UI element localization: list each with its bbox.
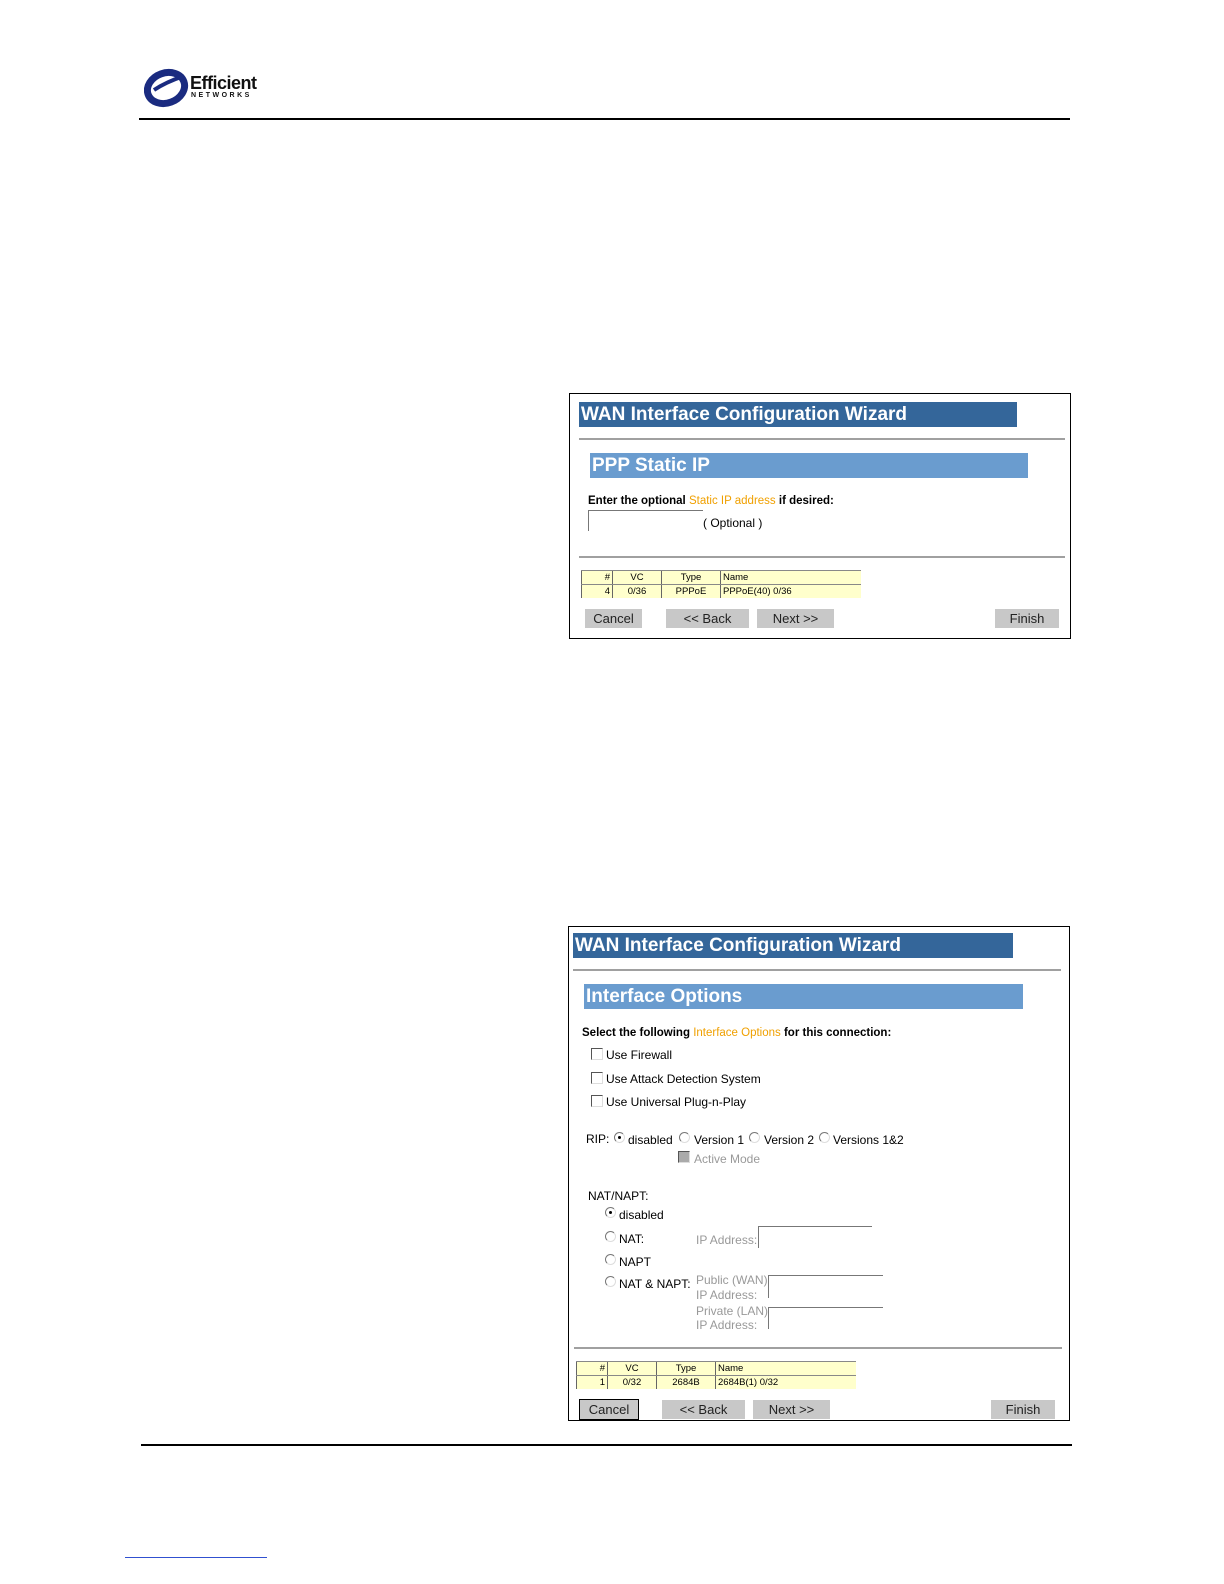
prompt xyxy=(582,1027,891,1039)
cell: 1 xyxy=(577,1376,608,1390)
wizard-title: WAN Interface Configuration Wizard xyxy=(573,933,1013,958)
rip-label: RIP: xyxy=(586,1132,610,1146)
cancel-button[interactable]: Cancel xyxy=(579,1399,639,1420)
public-ip-label: IP Address: xyxy=(696,1288,758,1302)
checkbox-label: Use Universal Plug-n-Play xyxy=(606,1095,747,1109)
efficient-networks-logo xyxy=(144,68,264,108)
use-attack-detection-checkbox[interactable] xyxy=(591,1072,603,1084)
radio-label: Version 1 xyxy=(694,1133,745,1147)
back-button[interactable]: << Back xyxy=(662,1400,745,1419)
radio-label: disabled xyxy=(628,1133,673,1147)
prompt xyxy=(588,495,834,507)
next-button[interactable]: Next >> xyxy=(753,1400,830,1419)
finish-button[interactable]: Finish xyxy=(995,609,1059,628)
radio-label: NAT & NAPT: xyxy=(619,1277,691,1291)
rip-versions12-radio[interactable] xyxy=(819,1132,830,1143)
checkbox-label: Use Firewall xyxy=(606,1048,673,1062)
col-header: Name xyxy=(721,571,862,585)
rip-disabled-radio[interactable] xyxy=(614,1132,625,1143)
prompt-text: Enter the optional xyxy=(588,495,689,507)
header-rule xyxy=(139,118,1070,120)
static-ip-input[interactable] xyxy=(588,510,703,531)
finish-button[interactable]: Finish xyxy=(991,1400,1055,1419)
col-header: VC xyxy=(608,1362,657,1376)
public-ip-input[interactable] xyxy=(768,1275,883,1298)
table-row xyxy=(577,1376,857,1390)
wizard-title: WAN Interface Configuration Wizard xyxy=(579,402,1017,427)
col-header: Type xyxy=(657,1362,716,1376)
col-header: Type xyxy=(662,571,721,585)
cell: 0/36 xyxy=(613,585,662,599)
col-header: # xyxy=(577,1362,608,1376)
radio-label: Versions 1&2 xyxy=(833,1133,904,1147)
table-header-row xyxy=(582,571,862,585)
private-ip-label: IP Address: xyxy=(696,1318,758,1332)
radio-label: Version 2 xyxy=(764,1133,815,1147)
prompt-text: Select the following xyxy=(582,1027,694,1039)
cell: 4 xyxy=(582,585,613,599)
active-mode-checkbox[interactable] xyxy=(678,1151,690,1163)
divider xyxy=(579,556,1065,558)
nat-napt-radio[interactable] xyxy=(605,1276,616,1287)
nat-radio[interactable] xyxy=(605,1231,616,1242)
next-button[interactable]: Next >> xyxy=(757,609,834,628)
table-row xyxy=(582,585,862,599)
vc-table xyxy=(576,1361,856,1389)
divider xyxy=(574,1347,1062,1349)
footer-rule xyxy=(141,1444,1072,1446)
radio-label: disabled xyxy=(619,1208,664,1222)
col-header: VC xyxy=(613,571,662,585)
checkbox-label: Use Attack Detection System xyxy=(606,1072,761,1086)
footer-link-underline xyxy=(125,1557,267,1558)
wizard-screenshot-ppp-static-ip xyxy=(569,393,1071,639)
radio-label: NAT: xyxy=(619,1232,645,1246)
back-button[interactable]: << Back xyxy=(666,609,749,628)
private-ip-label: Private (LAN) xyxy=(696,1304,769,1318)
logo-brand: Efficient xyxy=(190,73,257,93)
col-header: Name xyxy=(716,1362,857,1376)
cell: 2684B xyxy=(657,1376,716,1390)
logo-sub: NETWORKS xyxy=(191,92,252,99)
prompt-highlight: Interface Options xyxy=(693,1027,781,1039)
prompt-text: if desired: xyxy=(775,495,834,507)
napt-radio[interactable] xyxy=(605,1254,616,1265)
vc-table xyxy=(581,570,861,598)
cell: 0/32 xyxy=(608,1376,657,1390)
prompt-text: for this connection: xyxy=(780,1027,892,1039)
nat-disabled-radio[interactable] xyxy=(605,1207,616,1218)
rip-version2-radio[interactable] xyxy=(749,1132,760,1143)
section-title: PPP Static IP xyxy=(590,453,1028,478)
private-ip-input[interactable] xyxy=(768,1307,883,1329)
optional-label: ( Optional ) xyxy=(703,516,763,530)
cell: PPPoE(40) 0/36 xyxy=(721,585,862,599)
divider xyxy=(579,438,1065,440)
wizard-screenshot-interface-options xyxy=(568,926,1070,1421)
col-header: # xyxy=(582,571,613,585)
divider xyxy=(573,969,1061,971)
logo-swoosh-icon xyxy=(144,68,192,108)
radio-label: NAPT xyxy=(619,1255,652,1269)
nat-ip-label: IP Address: xyxy=(696,1233,758,1247)
active-mode-label: Active Mode xyxy=(694,1152,761,1166)
rip-version1-radio[interactable] xyxy=(679,1132,690,1143)
use-firewall-checkbox[interactable] xyxy=(591,1048,603,1060)
cancel-button[interactable]: Cancel xyxy=(585,609,642,628)
public-ip-label: Public (WAN) xyxy=(696,1273,768,1287)
nat-label: NAT/NAPT: xyxy=(588,1189,649,1203)
nat-ip-input[interactable] xyxy=(758,1226,872,1248)
use-upnp-checkbox[interactable] xyxy=(591,1095,603,1107)
cell: 2684B(1) 0/32 xyxy=(716,1376,857,1390)
prompt-highlight: Static IP address xyxy=(688,495,776,507)
section-title: Interface Options xyxy=(584,984,1023,1009)
table-header-row xyxy=(577,1362,857,1376)
cell: PPPoE xyxy=(662,585,721,599)
